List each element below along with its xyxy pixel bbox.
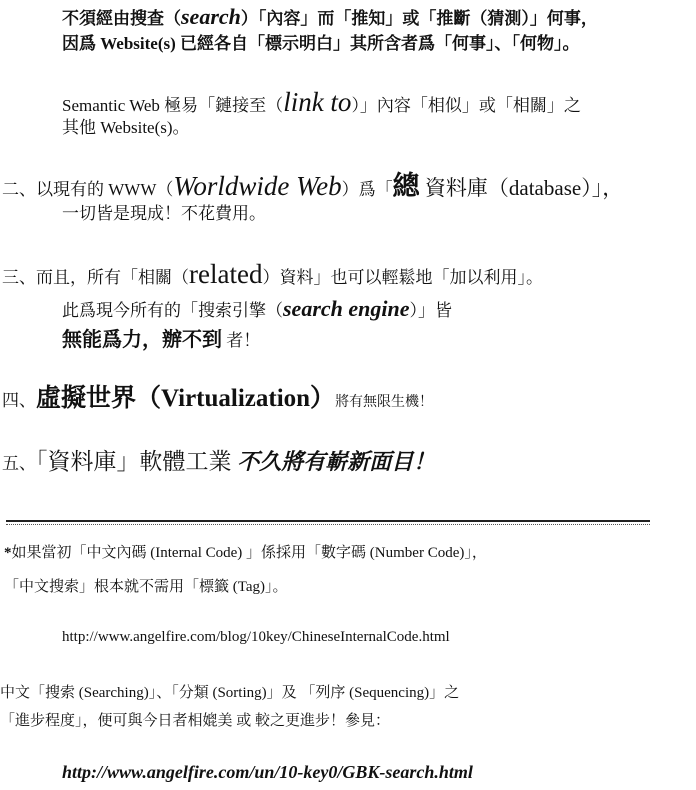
item5-number: 五、 [2,454,36,473]
item3-text-l2c: ）」皆 [409,301,452,320]
note-url-2[interactable] [62,762,473,784]
para2-text-c: ）」內容「相似」或「相關」之 [351,96,581,115]
para1-text-a: 不須經由搜查（ [62,9,181,28]
note-star: * [4,545,12,561]
item3-line2 [62,296,452,322]
note-line1 [4,544,487,562]
divider-line [6,520,650,522]
item3-text-c: ）資料」也可以輕鬆地「加以利用」。 [262,268,543,287]
para2-link-to: link to [283,87,352,117]
item5-new-face: 不久將有嶄新面目！ [237,449,436,474]
item2-line1 [2,170,623,202]
item4-virtualization: 虛擬世界（Virtualization） [36,385,336,412]
item4-number: 四、 [2,391,36,410]
item3-cannot: 無能爲力，辦不到 [62,329,222,351]
item5-database-industry: 「資料庫」軟體工業 [36,449,238,474]
item3-related: related [189,259,263,289]
divider-line-dotted [6,524,650,525]
item3-search-engine: search engine [283,296,410,321]
chinese-internal-code-link[interactable]: http://www.angelfire.com/blog/10key/ChineseInternalCode.html [62,629,450,645]
item3-number: 三、 [2,268,36,287]
item2-line2: 一切皆是現成！不花費用。 [62,204,266,223]
note-line3: 中文「搜索 (Searching)」、「分類 (Sorting)」及 「列序 (Sequencing)」之 [0,685,460,701]
item2-number: 二、 [2,180,36,199]
para2-text-a: Semantic Web 極易「鏈接至（ [62,96,284,115]
item2-text-a: 以現有的 WWW（ [36,180,174,199]
para1-line2: 因爲 Website(s) 已經各自「標示明白」其所含者爲「何事」、「何物」。 [62,34,580,53]
item3-line3 [62,328,260,352]
item2-text-e: 資料庫（database）」， [419,176,624,200]
item5-line [2,448,435,476]
item3-text-l3b: 者！ [222,331,261,350]
gbk-search-link[interactable]: http://www.angelfire.com/un/10-key0/GBK-search.html [62,762,473,782]
para1-line1 [62,4,598,30]
para1-search-term: search [181,4,241,29]
para1-text-c: ）「內容」而「推知」或「推斷（猜測）」何事， [240,9,598,28]
para2-line1 [62,86,581,118]
para2-line2: 其他 Website(s)。 [62,118,190,137]
item2-zong: 總 [392,171,420,201]
item3-text-a: 而且，所有「相關（ [36,268,189,287]
note-line4: 「進步程度」，便可與今日者相媲美 或 較之更進步！參見： [0,713,391,729]
item4-text-b: 將有無限生機！ [335,395,434,410]
note-text-1: 如果當初「中文內碼 (Internal Code) 」係採用「數字碼 (Number Code)」， [11,545,487,561]
item2-worldwide-web: Worldwide Web [173,171,342,201]
item3-text-l2a: 此爲現今所有的「搜索引擎（ [62,301,283,320]
item4-line [2,384,433,414]
note-line2: 「中文搜索」根本就不需用「標籤 (Tag)」。 [4,579,288,595]
item3-line1 [2,258,543,290]
note-url-1[interactable] [62,628,450,646]
item2-text-c: ）爲「 [341,180,393,199]
